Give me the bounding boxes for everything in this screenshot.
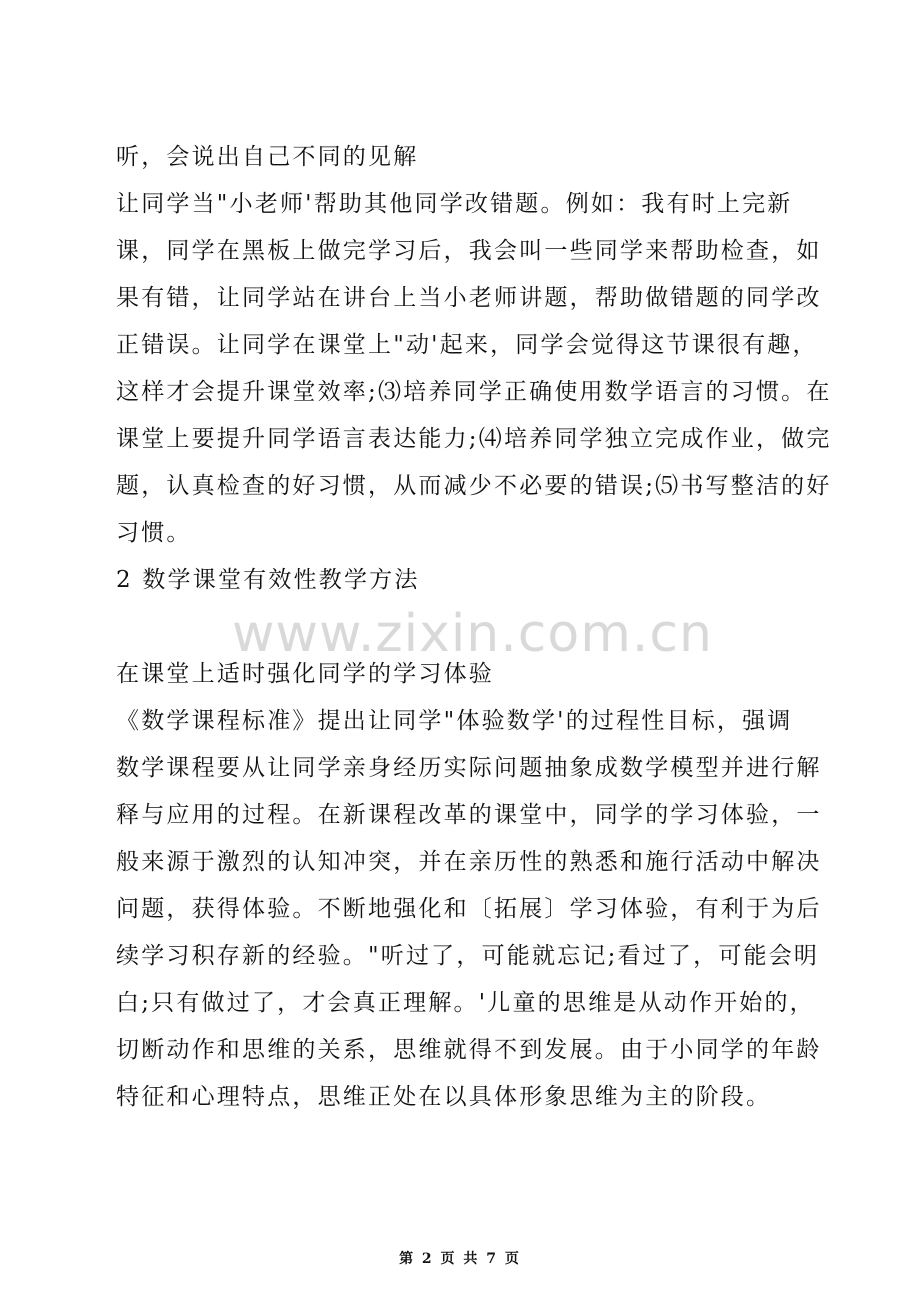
- text-line: 正错误。让同学在课堂上"动'起来，同学会觉得这节课很有趣，: [116, 332, 818, 358]
- text-line: 般来源于激烈的认知冲突，并在亲历性的熟悉和施行活动中解决: [116, 849, 822, 875]
- text-line: 白;只有做过了，才会真正理解。'儿童的思维是从动作开始的，: [116, 990, 815, 1016]
- text-line: 数学课程要从让同学亲身经历实际问题抽象成数学模型并进行解: [116, 755, 822, 781]
- text-line: 这样才会提升课堂效率;⑶培养同学正确使用数学语言的习惯。在: [116, 379, 832, 405]
- text-line: 让同学当"小老师'帮助其他同学改错题。例如：我有时上完新: [116, 191, 793, 217]
- text-line: 《数学课程标准》提出让同学"体验数学'的过程性目标，强调: [116, 708, 793, 734]
- text-line: 听，会说出自己不同的见解: [116, 144, 419, 170]
- text-line: 果有错，让同学站在讲台上当小老师讲题，帮助做错题的同学改: [116, 285, 822, 311]
- text-line: 释与应用的过程。在新课程改革的课堂中，同学的学习体验，一: [116, 802, 822, 828]
- page-footer: 第 2 页 共 7 页: [399, 1251, 521, 1267]
- text-line: 特征和心理特点，思维正处在以具体形象思维为主的阶段。: [116, 1084, 772, 1110]
- watermark: www.zixin.com.cn: [232, 604, 713, 664]
- text-line: 课堂上要提升同学语言表达能力;⑷培养同学独立完成作业，做完: [116, 426, 832, 452]
- subsection-heading: 在课堂上适时强化同学的学习体验: [116, 661, 494, 687]
- text-line: 切断动作和思维的关系，思维就得不到发展。由于小同学的年龄: [116, 1037, 822, 1063]
- text-line: 习惯。: [116, 520, 192, 546]
- text-line: 题，认真检查的好习惯，从而减少不必要的错误;⑸书写整洁的好: [116, 473, 832, 499]
- section-heading: 2 数学课堂有效性教学方法: [116, 567, 420, 593]
- text-line: 续学习积存新的经验。"听过了，可能就忘记;看过了，可能会明: [116, 943, 820, 969]
- text-line: 课，同学在黑板上做完学习后，我会叫一些同学来帮助检查，如: [116, 238, 822, 264]
- text-line: 问题，获得体验。不断地强化和〔拓展〕学习体验，有利于为后: [116, 896, 822, 922]
